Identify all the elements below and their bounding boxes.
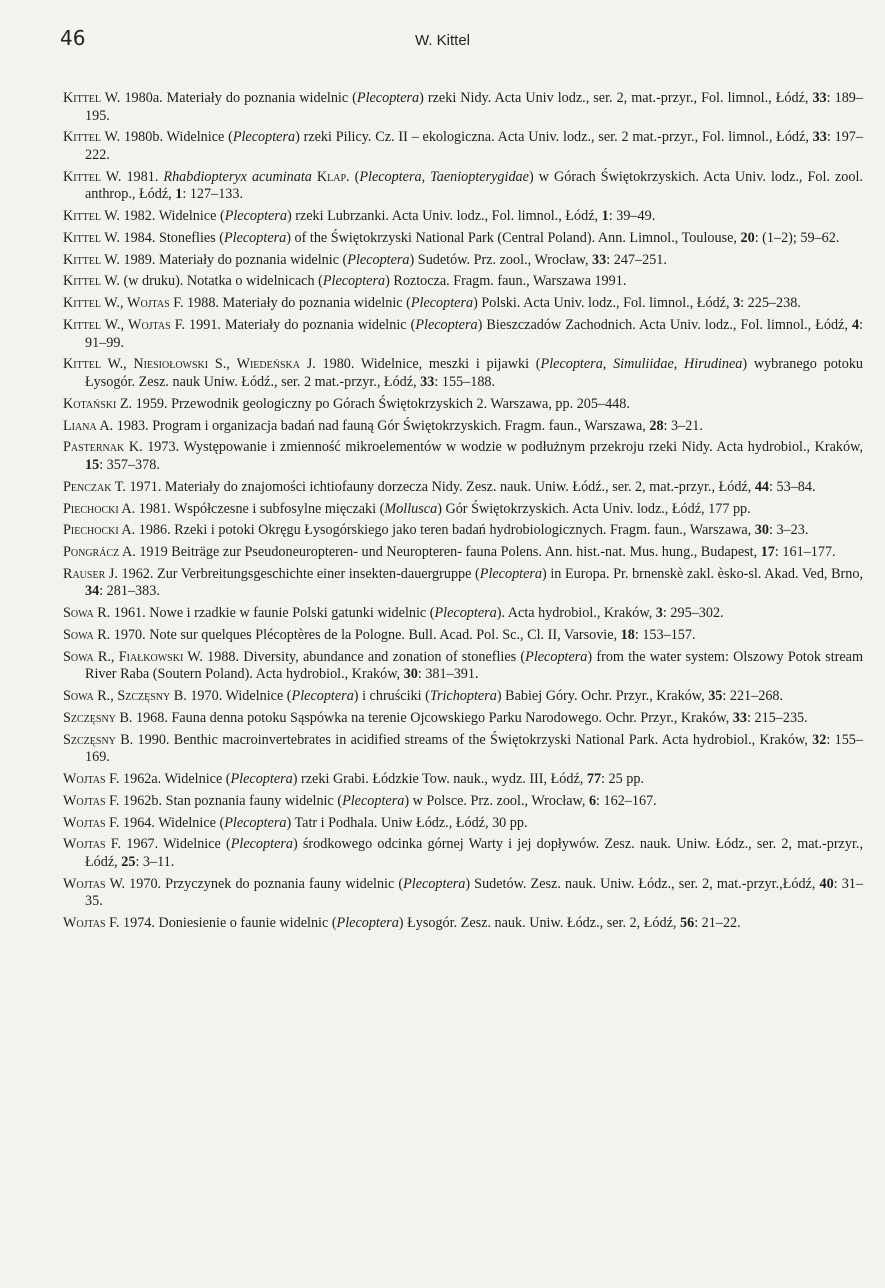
author-name: Liana — [63, 417, 97, 434]
reference-text: W. 1981. — [101, 168, 164, 185]
reference-text: ) wybranego potoku Łysogór. Zesz. nauk Uniw. Łódź., ser. 2 mat.-przyr., Łódź, — [85, 356, 864, 390]
italic-taxon: Plecoptera — [403, 875, 466, 892]
reference-entry — [63, 732, 863, 767]
reference-entry — [63, 566, 863, 601]
author-name: Pasternak — [63, 439, 125, 456]
reference-text: : 31–35. — [85, 875, 863, 910]
author-name: Rauser — [63, 565, 106, 582]
reference-text: B. 1968. Fauna denna potoku Sąspówka na terenie Ojcowskiego Parku Narodowego. Ochr. Przyr., Kraków, — [115, 709, 733, 726]
page-number: 46 — [60, 26, 86, 50]
reference-text: ) rzeki Pilicy. Cz. II – ekologiczna. Acta Univ. lodz., ser. 2 mat.-przyr., Fol. limnol., Łódź, — [295, 129, 813, 146]
author-name: Kittel — [63, 229, 102, 246]
reference-entry — [63, 317, 863, 352]
author-name: Wojtas — [63, 836, 106, 853]
italic-taxon: Plecoptera — [224, 814, 287, 831]
reference-entry — [63, 501, 863, 519]
author-name: Wojtas — [63, 792, 106, 809]
reference-text: F. 1962b. Stan poznania fauny widelnic ( — [105, 792, 343, 809]
italic-taxon: Plecoptera, Taeniopterygidae — [359, 168, 529, 185]
italic-taxon: Plecoptera, Simuliidae, Hirudinea — [540, 356, 743, 373]
author-name: Sowa — [63, 688, 94, 705]
reference-text: : 225–238. — [740, 295, 801, 312]
reference-entry — [63, 356, 863, 391]
reference-entry — [63, 771, 863, 789]
reference-text: A. 1981. Współczesne i subfosylne mięczaki ( — [118, 500, 385, 517]
volume-number: 1 — [175, 186, 183, 203]
author-name: Wojtas — [63, 875, 106, 892]
italic-taxon: Plecoptera — [322, 273, 386, 290]
italic-taxon: Plecoptera — [479, 565, 543, 582]
reference-entry — [63, 522, 863, 540]
reference-text: ) i chruściki ( — [353, 688, 430, 705]
italic-taxon: Mollusca — [384, 500, 438, 517]
reference-list — [63, 90, 863, 937]
volume-number: 40 — [819, 875, 834, 892]
author-name: Szczęsny — [117, 688, 171, 705]
reference-text: : 281–383. — [99, 583, 160, 600]
reference-entry — [63, 439, 863, 474]
reference-entry — [63, 129, 863, 164]
reference-text: W. 1984. Stoneflies ( — [101, 229, 224, 246]
reference-text: : 25 pp. — [601, 771, 645, 788]
reference-text: A. 1983. Program i organizacja badań nad fauną Gór Świętokrzyskich. Fragm. faun., Warszawa, — [96, 417, 650, 434]
reference-text: : 127–133. — [182, 186, 244, 203]
author-name: Kittel — [63, 90, 102, 106]
reference-text: : 247–251. — [606, 251, 667, 268]
volume-number: 33 — [812, 129, 827, 146]
italic-taxon: Plecoptera — [230, 836, 293, 853]
reference-text: W. 1988. Diversity, abundance and zonation of stoneflies ( — [183, 648, 526, 665]
author-name: Wojtas — [128, 317, 171, 334]
reference-text: W. 1970. Przyczynek do poznania fauny widelnic ( — [105, 875, 404, 892]
reference-text: : 221–268. — [722, 688, 784, 705]
italic-taxon: Plecoptera — [410, 295, 474, 312]
reference-text: ) from the water system: Olszowy Potok stream River Raba (Soutern Poland). Acta hydrobiol., Kraków, — [85, 648, 864, 683]
volume-number: 56 — [680, 915, 695, 932]
reference-text: ) of the Świętokrzyski National Park (Central Poland). Ann. Limnol., Toulouse, — [286, 229, 741, 246]
italic-taxon: Plecoptera — [291, 688, 354, 705]
reference-text: : 3–21. — [663, 417, 703, 434]
reference-entry — [63, 208, 863, 226]
reference-text: W. 1980b. Widelnice ( — [101, 129, 233, 146]
italic-taxon: Plecoptera — [336, 915, 399, 932]
reference-text: F. 1988. Materiały do poznania widelnic ( — [169, 295, 411, 312]
reference-text: B. 1990. Benthic macroinvertebrates in acidified streams of the Świętokrzyski National Park. Acta hydrobiol., Kraków, — [115, 731, 813, 748]
reference-entry — [63, 836, 863, 871]
reference-text: : (1–2); 59–62. — [754, 229, 840, 246]
author-name: Klap — [316, 168, 347, 185]
author-name: Wojtas — [127, 295, 170, 312]
volume-number: 35 — [708, 688, 723, 705]
reference-text: W., — [101, 295, 128, 312]
reference-entry — [63, 915, 863, 933]
reference-text: A. 1986. Rzeki i potoki Okręgu Łysogórskiego jako teren badań hydrobiologicznych. Fragm. faun., Warszawa, — [118, 522, 755, 539]
reference-text: : 295–302. — [662, 605, 724, 622]
reference-text: S., — [208, 356, 237, 373]
reference-text: R., — [93, 648, 119, 665]
author-name: Sowa — [63, 627, 94, 643]
reference-entry — [63, 479, 863, 497]
volume-number: 28 — [649, 417, 664, 434]
author-name: Kittel — [63, 208, 102, 225]
reference-text: ) Gór Świętokrzyskich. Acta Univ. lodz., Łódź, 177 pp. — [437, 500, 751, 517]
italic-taxon: Plecoptera — [232, 129, 296, 146]
reference-text: W. (w druku). Notatka o widelnicach ( — [101, 273, 323, 290]
reference-text: ) Sudetów. Prz. zool., Wrocław, — [409, 251, 593, 268]
reference-text: J. 1980. Widelnice, meszki i pijawki ( — [299, 356, 541, 373]
reference-text: ) rzeki Lubrzanki. Acta Univ. lodz., Fol. limnol., Łódź, — [286, 208, 602, 225]
author-name: Kittel — [63, 129, 102, 146]
volume-number: 44 — [754, 478, 770, 495]
reference-entry — [63, 627, 863, 645]
reference-text: F. 1964. Widelnice ( — [105, 814, 225, 831]
volume-number: 4 — [851, 317, 860, 334]
volume-number: 33 — [420, 374, 435, 390]
italic-taxon: Plecoptera — [224, 208, 287, 225]
reference-text: W. 1989. Materiały do poznania widelnic ( — [101, 251, 348, 268]
author-name: Penczak — [63, 478, 112, 495]
reference-text: Z. 1959. Przewodnik geologiczny po Górach Świętokrzyskich 2. Warszawa, pp. 205–448. — [116, 395, 630, 412]
volume-number: 33 — [812, 90, 827, 106]
author-name: Kittel — [63, 317, 102, 334]
author-name: Wiedeńska — [236, 356, 300, 373]
volume-number: 77 — [586, 771, 602, 788]
reference-text: ) rzeki Grabi. Łódzkie Tow. nauk., wydz. III, Łódź, — [292, 771, 587, 788]
reference-text: : 53–84. — [769, 478, 816, 495]
author-name: Kittel — [63, 295, 102, 312]
volume-number: 33 — [732, 709, 747, 726]
reference-text: J. 1962. Zur Verbreitungsgeschichte einer insekten-dauergruppe ( — [105, 565, 480, 582]
volume-number: 1 — [601, 208, 609, 225]
volume-number: 32 — [812, 731, 827, 748]
reference-text: ) rzeki Nidy. Acta Univ lodz., ser. 2, mat.-przyr., Fol. limnol., Łódź, — [419, 90, 813, 106]
reference-text: ). Acta hydrobiol., Kraków, — [496, 605, 656, 622]
author-name: Szczęsny — [63, 709, 116, 726]
volume-number: 34 — [85, 583, 100, 600]
reference-entry — [63, 252, 863, 270]
reference-entry — [63, 710, 863, 728]
italic-taxon: Plecoptera — [342, 792, 405, 809]
italic-taxon: Plecoptera — [356, 90, 420, 106]
reference-text: ) Bieszczadów Zachodnich. Acta Univ. lodz., Fol. limnol., Łódź, — [477, 317, 852, 334]
author-name: Kittel — [63, 273, 102, 290]
reference-text: : 155–169. — [85, 731, 863, 766]
author-name: Piechocki — [63, 500, 119, 517]
reference-text: : 91–99. — [85, 317, 863, 351]
author-name: Kittel — [63, 356, 102, 373]
reference-text: : 381–391. — [417, 666, 479, 683]
reference-text: W. 1980a. Materiały do poznania widelnic ( — [101, 90, 357, 106]
reference-text: W. 1982. Widelnice ( — [101, 208, 225, 225]
reference-entry — [63, 396, 863, 414]
italic-taxon: Trichoptera — [429, 688, 497, 705]
running-head: W. Kittel — [414, 32, 470, 49]
reference-text: ) w Polsce. Prz. zool., Wrocław, — [404, 792, 589, 809]
volume-number: 3 — [655, 605, 663, 622]
reference-entry — [63, 649, 863, 684]
volume-number: 18 — [620, 627, 635, 643]
author-name: Kotański — [63, 395, 117, 412]
author-name: Kittel — [63, 251, 102, 268]
author-name: Pongrácz — [63, 544, 120, 561]
author-name: Wojtas — [63, 915, 106, 932]
reference-text: T. 1971. Materiały do znajomości ichtiofauny dorzecza Nidy. Zesz. nauk. Uniw. Łódź., ser. 2, mat.-przyr., Łódź, — [111, 478, 755, 495]
reference-text: R. 1961. Nowe i rzadkie w faunie Polski gatunki widelnic ( — [93, 605, 435, 622]
reference-entry — [63, 815, 863, 833]
reference-entry — [63, 793, 863, 811]
reference-text: W., — [101, 356, 134, 373]
author-name: Piechocki — [63, 522, 119, 539]
italic-taxon: Plecoptera — [434, 605, 497, 622]
reference-text: . ( — [346, 168, 360, 185]
reference-entry — [63, 544, 863, 562]
italic-taxon: Plecoptera — [525, 648, 588, 665]
reference-text: F. 1974. Doniesienie o faunie widelnic ( — [105, 915, 337, 932]
reference-entry — [63, 273, 863, 291]
reference-text: : 39–49. — [608, 208, 656, 225]
volume-number: 33 — [592, 251, 607, 268]
reference-entry — [63, 90, 863, 125]
reference-text: F. 1991. Materiały do poznania widelnic ( — [170, 317, 416, 334]
reference-text: ) Babiej Góry. Ochr. Przyr., Kraków, — [496, 688, 709, 705]
author-name: Wojtas — [63, 771, 106, 788]
volume-number: 20 — [740, 229, 755, 246]
reference-text: : 197–222. — [85, 129, 863, 163]
reference-entry — [63, 295, 863, 313]
reference-entry — [63, 876, 863, 911]
reference-text: : 3–23. — [768, 522, 809, 539]
italic-taxon: Plecoptera — [230, 771, 293, 788]
volume-number: 15 — [85, 456, 100, 473]
author-name: Sowa — [63, 648, 94, 665]
italic-taxon: Plecoptera — [347, 251, 410, 268]
reference-text: ) in Europa. Pr. brnenskè zakl. èsko-sl. Akad. Ved, Brno, — [542, 565, 863, 582]
reference-entry — [63, 169, 863, 204]
italic-taxon: Plecoptera — [415, 317, 478, 334]
reference-entry — [63, 418, 863, 436]
reference-text: : 153–157. — [634, 627, 696, 643]
author-name: Fiałkowski — [118, 648, 184, 665]
reference-text: ) Łysogór. Zesz. nauk. Uniw. Łódz., ser. 2, Łódź, — [398, 915, 680, 932]
reference-entry — [63, 230, 863, 248]
reference-text: ) środkowego odcinka górnej Warty i jej dopływów. Zesz. nauk. Uniw. Łódz., ser. 2, mat.-przyr., Łódź, — [85, 836, 863, 871]
author-name: Sowa — [63, 605, 94, 622]
reference-text: : 357–378. — [99, 456, 160, 473]
volume-number: 30 — [403, 666, 418, 683]
italic-taxon: Rhabdiopteryx acuminata — [163, 168, 312, 185]
reference-text: ) w Górach Świętokrzyskich. Acta Univ. lodz., Fol. zool. anthrop., Łódź, — [85, 168, 863, 203]
reference-entry — [63, 688, 863, 706]
volume-number: 17 — [760, 544, 775, 561]
reference-text: ) Roztocza. Fragm. faun., Warszawa 1991. — [385, 273, 627, 290]
reference-text: : 21–22. — [694, 915, 741, 932]
italic-taxon: Plecoptera — [223, 229, 287, 246]
volume-number: 30 — [754, 522, 769, 539]
reference-text: F. 1962a. Widelnice ( — [105, 771, 231, 788]
reference-text: B. 1970. Widelnice ( — [170, 688, 292, 705]
volume-number: 25 — [121, 854, 136, 871]
reference-text: R. 1970. Note sur quelques Plécoptères de la Pologne. Bull. Acad. Pol. Sc., Cl. II, Varsovie, — [93, 627, 621, 643]
reference-text: ) Polski. Acta Univ. lodz., Fol. limnol., Łódź, — [473, 295, 734, 312]
reference-entry — [63, 605, 863, 623]
reference-text: R., — [93, 688, 118, 705]
volume-number: 3 — [733, 295, 741, 312]
author-name: Kittel — [63, 168, 102, 185]
reference-text: W., — [101, 317, 129, 334]
reference-text: : 3–11. — [135, 854, 175, 871]
author-name: Niesiołowski — [133, 356, 209, 373]
reference-text: A. 1919 Beiträge zur Pseudoneuropteren- und Neuropteren- fauna Polens. Ann. hist.-nat. Mus. hung., Budapest, — [119, 544, 761, 561]
reference-text: : 215–235. — [746, 709, 808, 726]
author-name: Wojtas — [63, 814, 106, 831]
reference-text: ) Sudetów. Zesz. nauk. Uniw. Łódz., ser. 2, mat.-przyr.,Łódź, — [465, 875, 820, 892]
reference-text: : 155–188. — [434, 374, 496, 390]
reference-text: ) Tatr i Podhala. Uniw Łódz., Łódź, 30 pp. — [286, 814, 528, 831]
reference-text: : 189–195. — [85, 90, 863, 124]
volume-number: 6 — [588, 792, 597, 809]
reference-text: K. 1973. Występowanie i zmienność mikroelementów w wodzie w podłużnym przekroju rzeki Nidy. Acta hydrobiol., Kraków, — [124, 439, 863, 456]
reference-text: : 162–167. — [596, 792, 657, 809]
reference-text: : 161–177. — [774, 544, 836, 561]
reference-text: F. 1967. Widelnice ( — [105, 836, 231, 853]
author-name: Szczęsny — [63, 731, 116, 748]
